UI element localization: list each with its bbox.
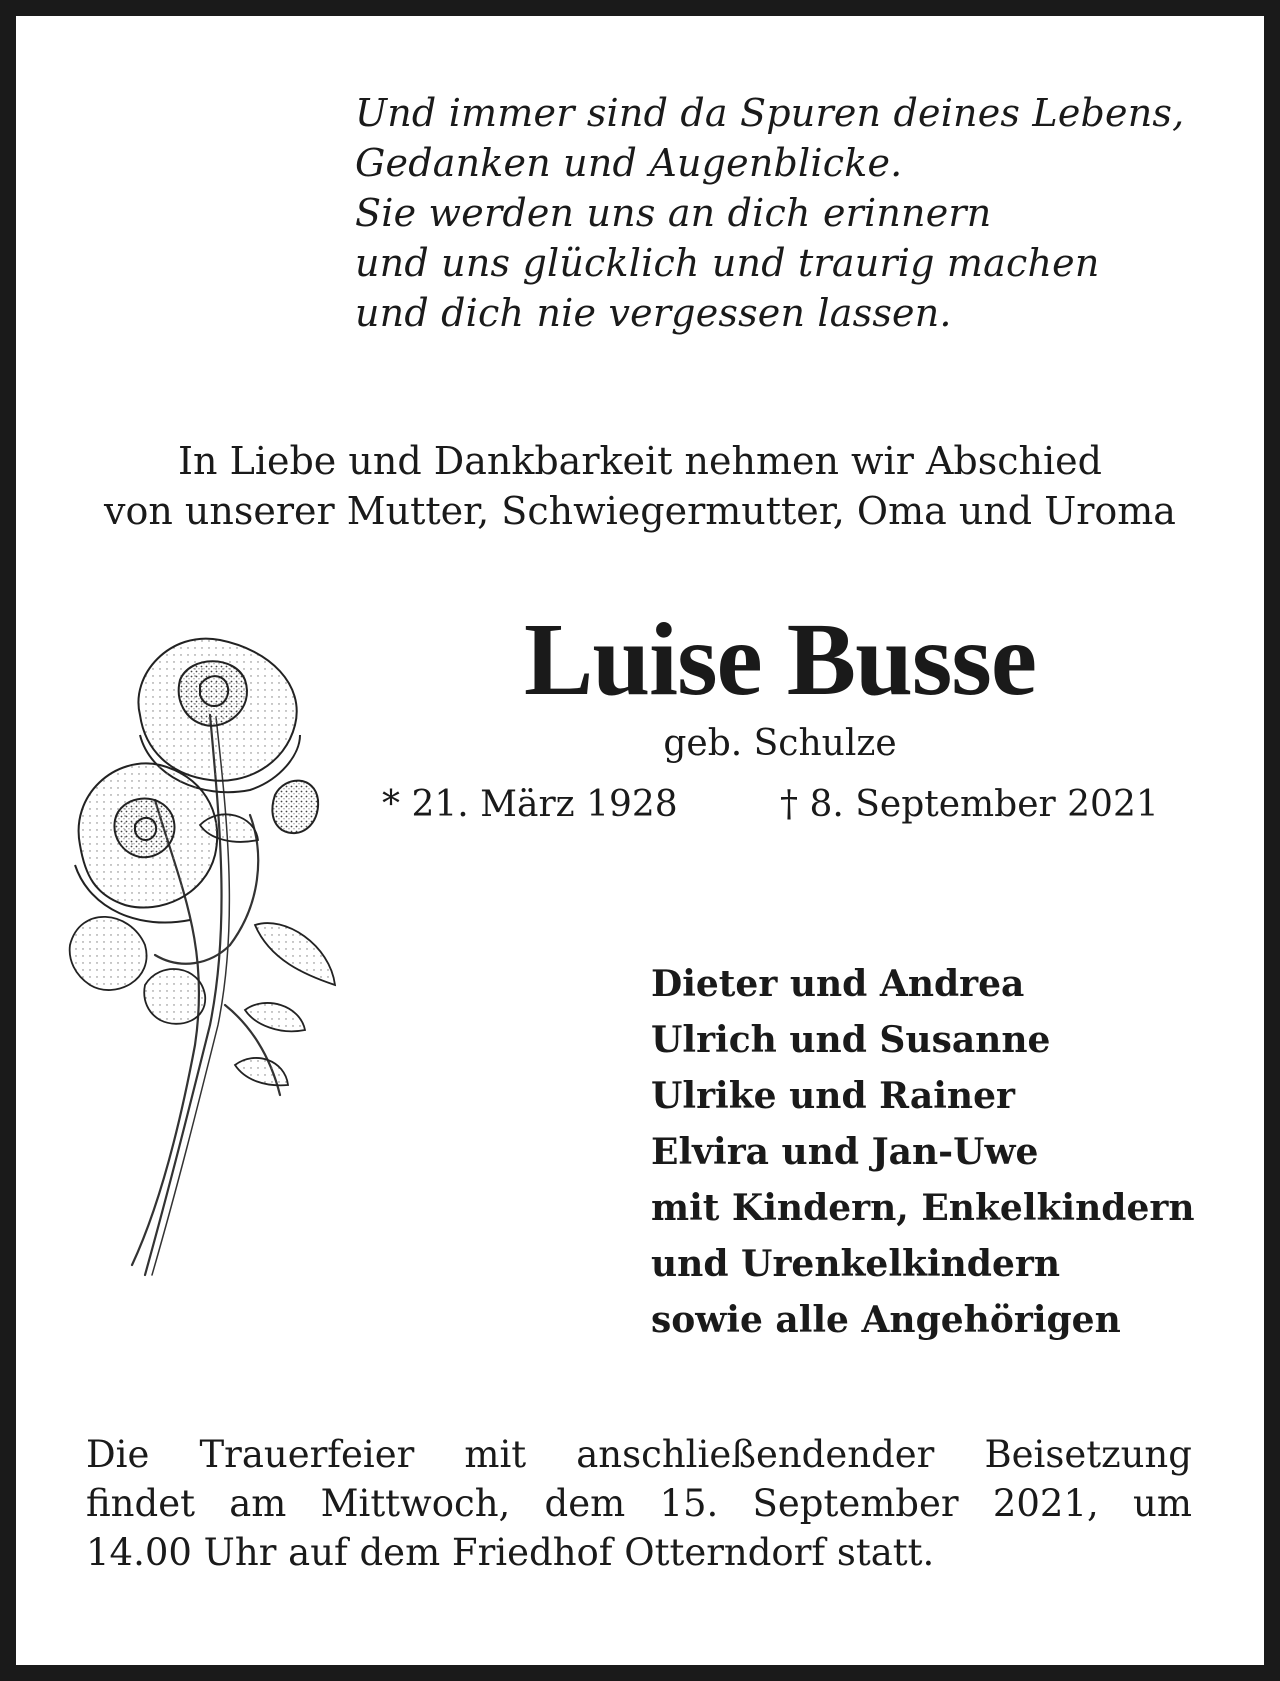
service-line-3: 14.00 Uhr auf dem Friedhof Otterndorf statt. — [86, 1531, 935, 1574]
poem-line: und uns glücklich und traurig machen — [355, 241, 1100, 285]
mourner-line: und Urenkelkindern — [651, 1243, 1061, 1285]
deceased-name: Luise Busse — [523, 602, 1037, 717]
poem-line: Gedanken und Augenblicke. — [355, 141, 903, 185]
service-word: um — [1133, 1482, 1192, 1525]
mourner-line: Elvira und Jan-Uwe — [651, 1131, 1039, 1173]
service-word: Beisetzung — [984, 1433, 1192, 1476]
service-word: Mittwoch, — [320, 1482, 511, 1525]
poem-line: Und immer sind da Spuren deines Lebens, — [355, 91, 1185, 135]
intro-line: In Liebe und Dankbarkeit nehmen wir Abschied — [178, 439, 1102, 483]
service-word: am — [229, 1482, 287, 1525]
farewell-intro — [40, 436, 1240, 536]
death-date: † 8. September 2021 — [780, 784, 1159, 825]
rose-illustration-icon — [60, 625, 370, 1285]
memorial-poem — [355, 88, 1184, 338]
service-word: mit — [464, 1433, 527, 1476]
birth-date: * 21. März 1928 — [382, 784, 678, 825]
service-word: Die — [86, 1433, 150, 1476]
service-word: 2021, — [992, 1482, 1099, 1525]
mourner-line: sowie alle Angehörigen — [651, 1299, 1121, 1341]
mourner-line: Dieter und Andrea — [651, 963, 1025, 1005]
mourner-line: Ulrike und Rainer — [651, 1075, 1015, 1117]
service-word: dem — [544, 1482, 626, 1525]
service-word: Trauerfeier — [199, 1433, 415, 1476]
service-line-2 — [86, 1479, 1192, 1528]
service-word: September — [752, 1482, 959, 1525]
funeral-service-notice — [86, 1430, 1192, 1577]
service-line-1 — [86, 1430, 1192, 1479]
service-word: findet — [86, 1482, 195, 1525]
mourner-line: mit Kindern, Enkelkindern — [651, 1187, 1195, 1229]
birth-name: geb. Schulze — [663, 723, 897, 764]
mourner-line: Ulrich und Susanne — [651, 1019, 1051, 1061]
mourners-list — [651, 956, 1195, 1348]
poem-line: und dich nie vergessen lassen. — [355, 291, 952, 335]
poem-line: Sie werden uns an dich erinnern — [355, 191, 992, 235]
service-word: anschließendender — [576, 1433, 935, 1476]
service-word: 15. — [659, 1482, 719, 1525]
intro-line: von unserer Mutter, Schwiegermutter, Oma und Uroma — [104, 489, 1176, 533]
